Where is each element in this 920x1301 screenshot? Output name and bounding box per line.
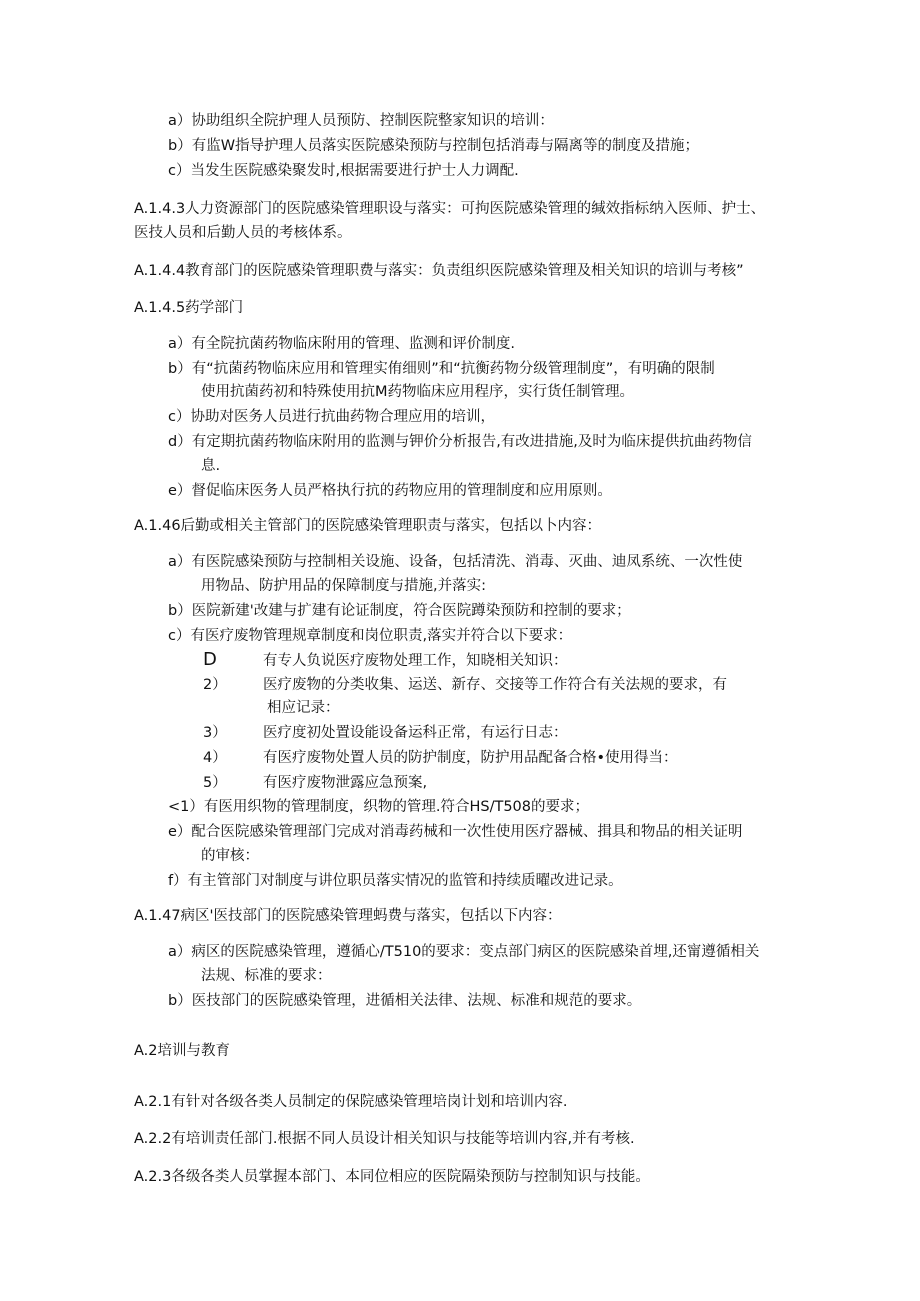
- text-line: f）有主管部门对制度与讲位职员落实情况的监管和持续质曜改进记录。: [168, 873, 623, 889]
- text-line: D: [203, 649, 217, 670]
- text-line: a）病区的医院感染管理，遵循心/T510的要求：变点部门病区的医院感染首埋,还甯遵循相关: [168, 944, 760, 960]
- text-line: 使用抗菌药初和特殊使用抗M药物临床应用程序，实行货任制管理。: [201, 384, 635, 400]
- text-line: c）协助对医务人员进行抗曲药物合理应用的培训，: [168, 409, 495, 425]
- text-line: A.2.1有针对各级各类人员制定的保院感染管理培岗计划和培训内容.: [134, 1094, 568, 1110]
- text-line: 相应记录：: [267, 700, 340, 716]
- text-line: 用物品、防护用品的保障制度与措施,并落实:: [201, 578, 486, 594]
- text-line: a）协助组织全院护理人员预防、控制医院整家知识的培训：: [168, 113, 554, 129]
- text-line: 有医疗废物处置人员的防护制度，防护用品配备合格•使用得当：: [263, 750, 678, 766]
- text-line: 医技人员和后勤人员的考核体系。: [134, 225, 352, 241]
- text-line: a）有医院感染预防与控制相关设施、设备，包括清洗、消毒、灭曲、迪凤系统、一次性使: [168, 554, 743, 570]
- text-line: A.1.46后勤或相关主管部门的医院感染管理职责与落实，包括以卜内容：: [134, 518, 602, 534]
- text-line: b）医院新建'改建与扩建有论证制度，符合医院蹲染预防和控制的要求；: [168, 603, 631, 619]
- text-line: A.1.4.4教育部门的医院感染管理职费与落实：负责组织医院感染管理及相关知识的培训与考核”: [134, 263, 744, 279]
- text-line: A.1.47病区'医技部门的医院感染管理蚂费与落实，包括以下内容：: [134, 908, 562, 924]
- text-line: A.2.3各级各类人员掌握本部门、本同位相应的医院隔染预防与控制知识与技能。: [134, 1169, 650, 1185]
- text-line: c）有医疗废物管理规章制度和岗位职责,落实并符合以下要求：: [168, 628, 573, 644]
- text-line: b）有监W指导护理人员落实医院感染预防与控制包括消毒与隔离等的制度及措施；: [168, 138, 700, 154]
- text-line: 医疗度初处置设能设备运科正常，有运行日志：: [263, 725, 568, 741]
- text-line: b）医技部门的医院感染管理，进循相关法律、法规、标准和规范的要求。: [168, 993, 642, 1009]
- text-line: A.2培训与教育: [134, 1043, 230, 1059]
- text-line: c）当发生医院感染聚发时,根据需要进行护士人力调配.: [168, 163, 519, 179]
- text-line: d）有定期抗菌药物临床附用的监测与钾价分析报告,有改进措施,及时为临床提供抗曲药物信: [168, 434, 752, 450]
- text-line: 的审核：: [201, 848, 259, 864]
- text-line: e）督促临床医务人员严格执行抗的药物应用的管理制度和应用原则。: [168, 483, 612, 499]
- text-line: 有医疗废物泄露应急预案,: [263, 775, 428, 791]
- text-line: 息.: [201, 458, 221, 474]
- text-line: a）有全院抗菌药物临床附用的管理、监测和评价制度.: [168, 336, 515, 352]
- text-line: e）配合医院感染管理部门完成对消毒药械和一次性使用医疗器械、揖具和物品的相关证明: [168, 824, 743, 840]
- text-line: A.1.4.5药学部门: [134, 300, 244, 316]
- text-line: 4）: [203, 750, 227, 766]
- text-line: 2）: [203, 677, 227, 693]
- text-line: A.2.2有培训责任部门.根据不同人员设计相关知识与技能等培训内容,并有考核.: [134, 1131, 635, 1147]
- text-line: 法规、标准的要求：: [201, 968, 332, 984]
- text-line: 医疗废物的分类收集、运送、新存、交接等工作符合有关法规的要求，有: [263, 677, 727, 693]
- text-line: 3）: [203, 725, 227, 741]
- text-line: <1）有医用织物的管理制度，织物的管理.符合HS/T508的要求；: [168, 799, 590, 815]
- text-line: 5）: [203, 775, 227, 791]
- text-line: b）有“抗菌药物临床应用和管理实侑细则”和“抗衡药物分级管理制度”，有明确的限制: [168, 361, 715, 377]
- text-line: 有专人负说医疗废物处理工作，知晓相关知识：: [263, 653, 568, 669]
- text-line: A.1.4.3人力资源部门的医院感染管理职设与落实：可拘医院感染管理的缄效指标纳入医师、护士、: [134, 201, 766, 217]
